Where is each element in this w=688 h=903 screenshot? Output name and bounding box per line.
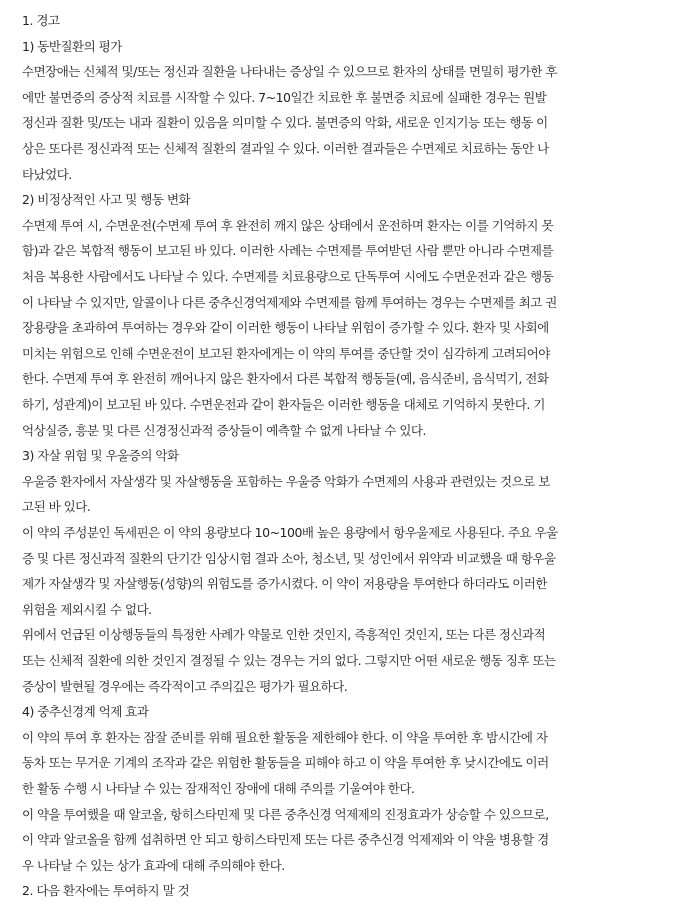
text-line: 증상이 발현될 경우에는 즉각적이고 주의깊은 평가가 필요하다. <box>22 678 348 694</box>
text-line: 위험을 제외시킬 수 없다. <box>22 601 152 617</box>
text-line: 2) 비정상적인 사고 및 행동 변화 <box>22 192 191 208</box>
text-line: 우 나타날 수 있는 상가 효과에 대해 주의해야 한다. <box>22 857 285 873</box>
text-line: 처음 복용한 사람에서도 나타날 수 있다. 수면제를 치료용량으로 단독투여 시에도 수면운전과 같은 행동 <box>22 269 554 284</box>
text-line: 함)과 같은 복합적 행동이 보고된 바 있다. 이러한 사례는 수면제를 투여받던 사람 뿐만 아니라 수면제를 <box>22 243 554 259</box>
text-line: 억상실증, 흥분 및 다른 신경정신과적 증상들이 예측할 수 없게 나타날 수 있다. <box>22 422 426 438</box>
text-line: 이 약을 투여했을 때 알코올, 항히스타민제 및 다른 중추신경 억제제의 진정효과가 상승할 수 있으므로, <box>22 806 549 822</box>
text-line: 한다. 수면제 투여 후 완전히 깨어나지 않은 환자에서 다른 복합적 행동들(예, 음식준비, 음식먹기, 전화 <box>22 371 549 387</box>
text-line: 고된 바 있다. <box>22 499 91 515</box>
text-line: 타났었다. <box>22 166 72 182</box>
text-line: 위에서 언급된 이상행동들의 특정한 사례가 약물로 인한 것인지, 즉흥적인 것인지, 또는 다른 정신과적 <box>22 627 546 643</box>
text-line: 이 나타날 수 있지만, 알콜이나 다른 중추신경억제제와 수면제를 함께 투여하는 경우는 수면제를 최고 권 <box>22 294 557 310</box>
text-line: 또는 신체적 질환에 의한 것인지 결정될 수 있는 경우는 거의 없다. 그렇지만 어떤 새로운 행동 징후 또는 <box>22 653 556 668</box>
text-line: 장용량을 초과하여 투여하는 경우와 같이 이러한 행동이 나타날 위험이 증가할 수 있다. 환자 및 사회에 <box>22 320 549 336</box>
text-line: 정신과 질환 및/또는 내과 질환이 있음을 의미할 수 있다. 불면증의 악화, 새로운 인지기능 또는 행동 이 <box>22 115 548 131</box>
text-line: 1) 동반질환의 평가 <box>22 38 122 54</box>
text-line: 1. 경고 <box>22 13 60 28</box>
text-line: 이 약의 주성분인 독세핀은 이 약의 용량보다 10~100배 높은 용량에서 항우울제로 사용된다. 주요 우울 <box>22 525 558 540</box>
text-line: 수면장애는 신체적 및/또는 정신과 질환을 나타내는 증상일 수 있으므로 환자의 상태를 면밀히 평가한 후 <box>22 64 558 80</box>
text-line: 증 및 다른 정신과적 질환의 단기간 임상시험 결과 소아, 청소년, 및 성인에서 위약과 비교했을 때 항우울 <box>22 550 556 566</box>
text-line: 이 약의 투여 후 환자는 잠잘 준비를 위해 필요한 활동을 제한해야 한다. 이 약을 투여한 후 밤시간에 자 <box>22 729 548 745</box>
text-line: 4) 중추신경계 억제 효과 <box>22 704 149 720</box>
text-line: 미치는 위험으로 인해 수면운전이 보고된 환자에게는 이 약의 투여를 중단할 것이 심각하게 고려되어야 <box>22 345 550 361</box>
text-line: 하기, 성관계)이 보고된 바 있다. 수면운전과 같이 환자들은 이러한 행동을 대체로 기억하지 못한다. 기 <box>22 397 545 412</box>
text-line: 2. 다음 환자에는 투여하지 말 것 <box>22 883 190 899</box>
text-line: 3) 자살 위험 및 우울증의 악화 <box>22 448 179 464</box>
text-line: 수면제 투여 시, 수면운전(수면제 투여 후 완전히 깨지 않은 상태에서 운전하며 환자는 이를 기억하지 못 <box>22 217 554 233</box>
text-line: 이 약과 알코올을 함께 섭취하면 안 되고 항히스타민제 또는 다른 중추신경 억제제와 이 약을 병용할 경 <box>22 832 549 848</box>
text-line: 동차 또는 무거운 기계의 조작과 같은 위험한 활동들을 피해야 하고 이 약을 투여한 후 낮시간에도 이러 <box>22 755 549 771</box>
text-line: 에만 불면증의 증상적 치료를 시작할 수 있다. 7~10일간 치료한 후 불면증 치료에 실패한 경우는 원발 <box>22 89 547 105</box>
text-line: 우울증 환자에서 자살생각 및 자살행동을 포함하는 우울증 악화가 수면제의 사용과 관련있는 것으로 보 <box>22 473 550 489</box>
text-line: 한 활동 수행 시 나타날 수 있는 잠재적인 장애에 대해 주의를 기울여야 한다. <box>22 781 415 796</box>
text-line: 제가 자살생각 및 자살행동(성향)의 위험도를 증가시켰다. 이 약이 저용량을 투여한다 하더라도 이러한 <box>22 576 548 592</box>
text-line: 상은 또다른 정신과적 또는 신체적 질환의 결과일 수 있다. 이러한 결과들은 수면제로 치료하는 동안 나 <box>22 141 549 156</box>
